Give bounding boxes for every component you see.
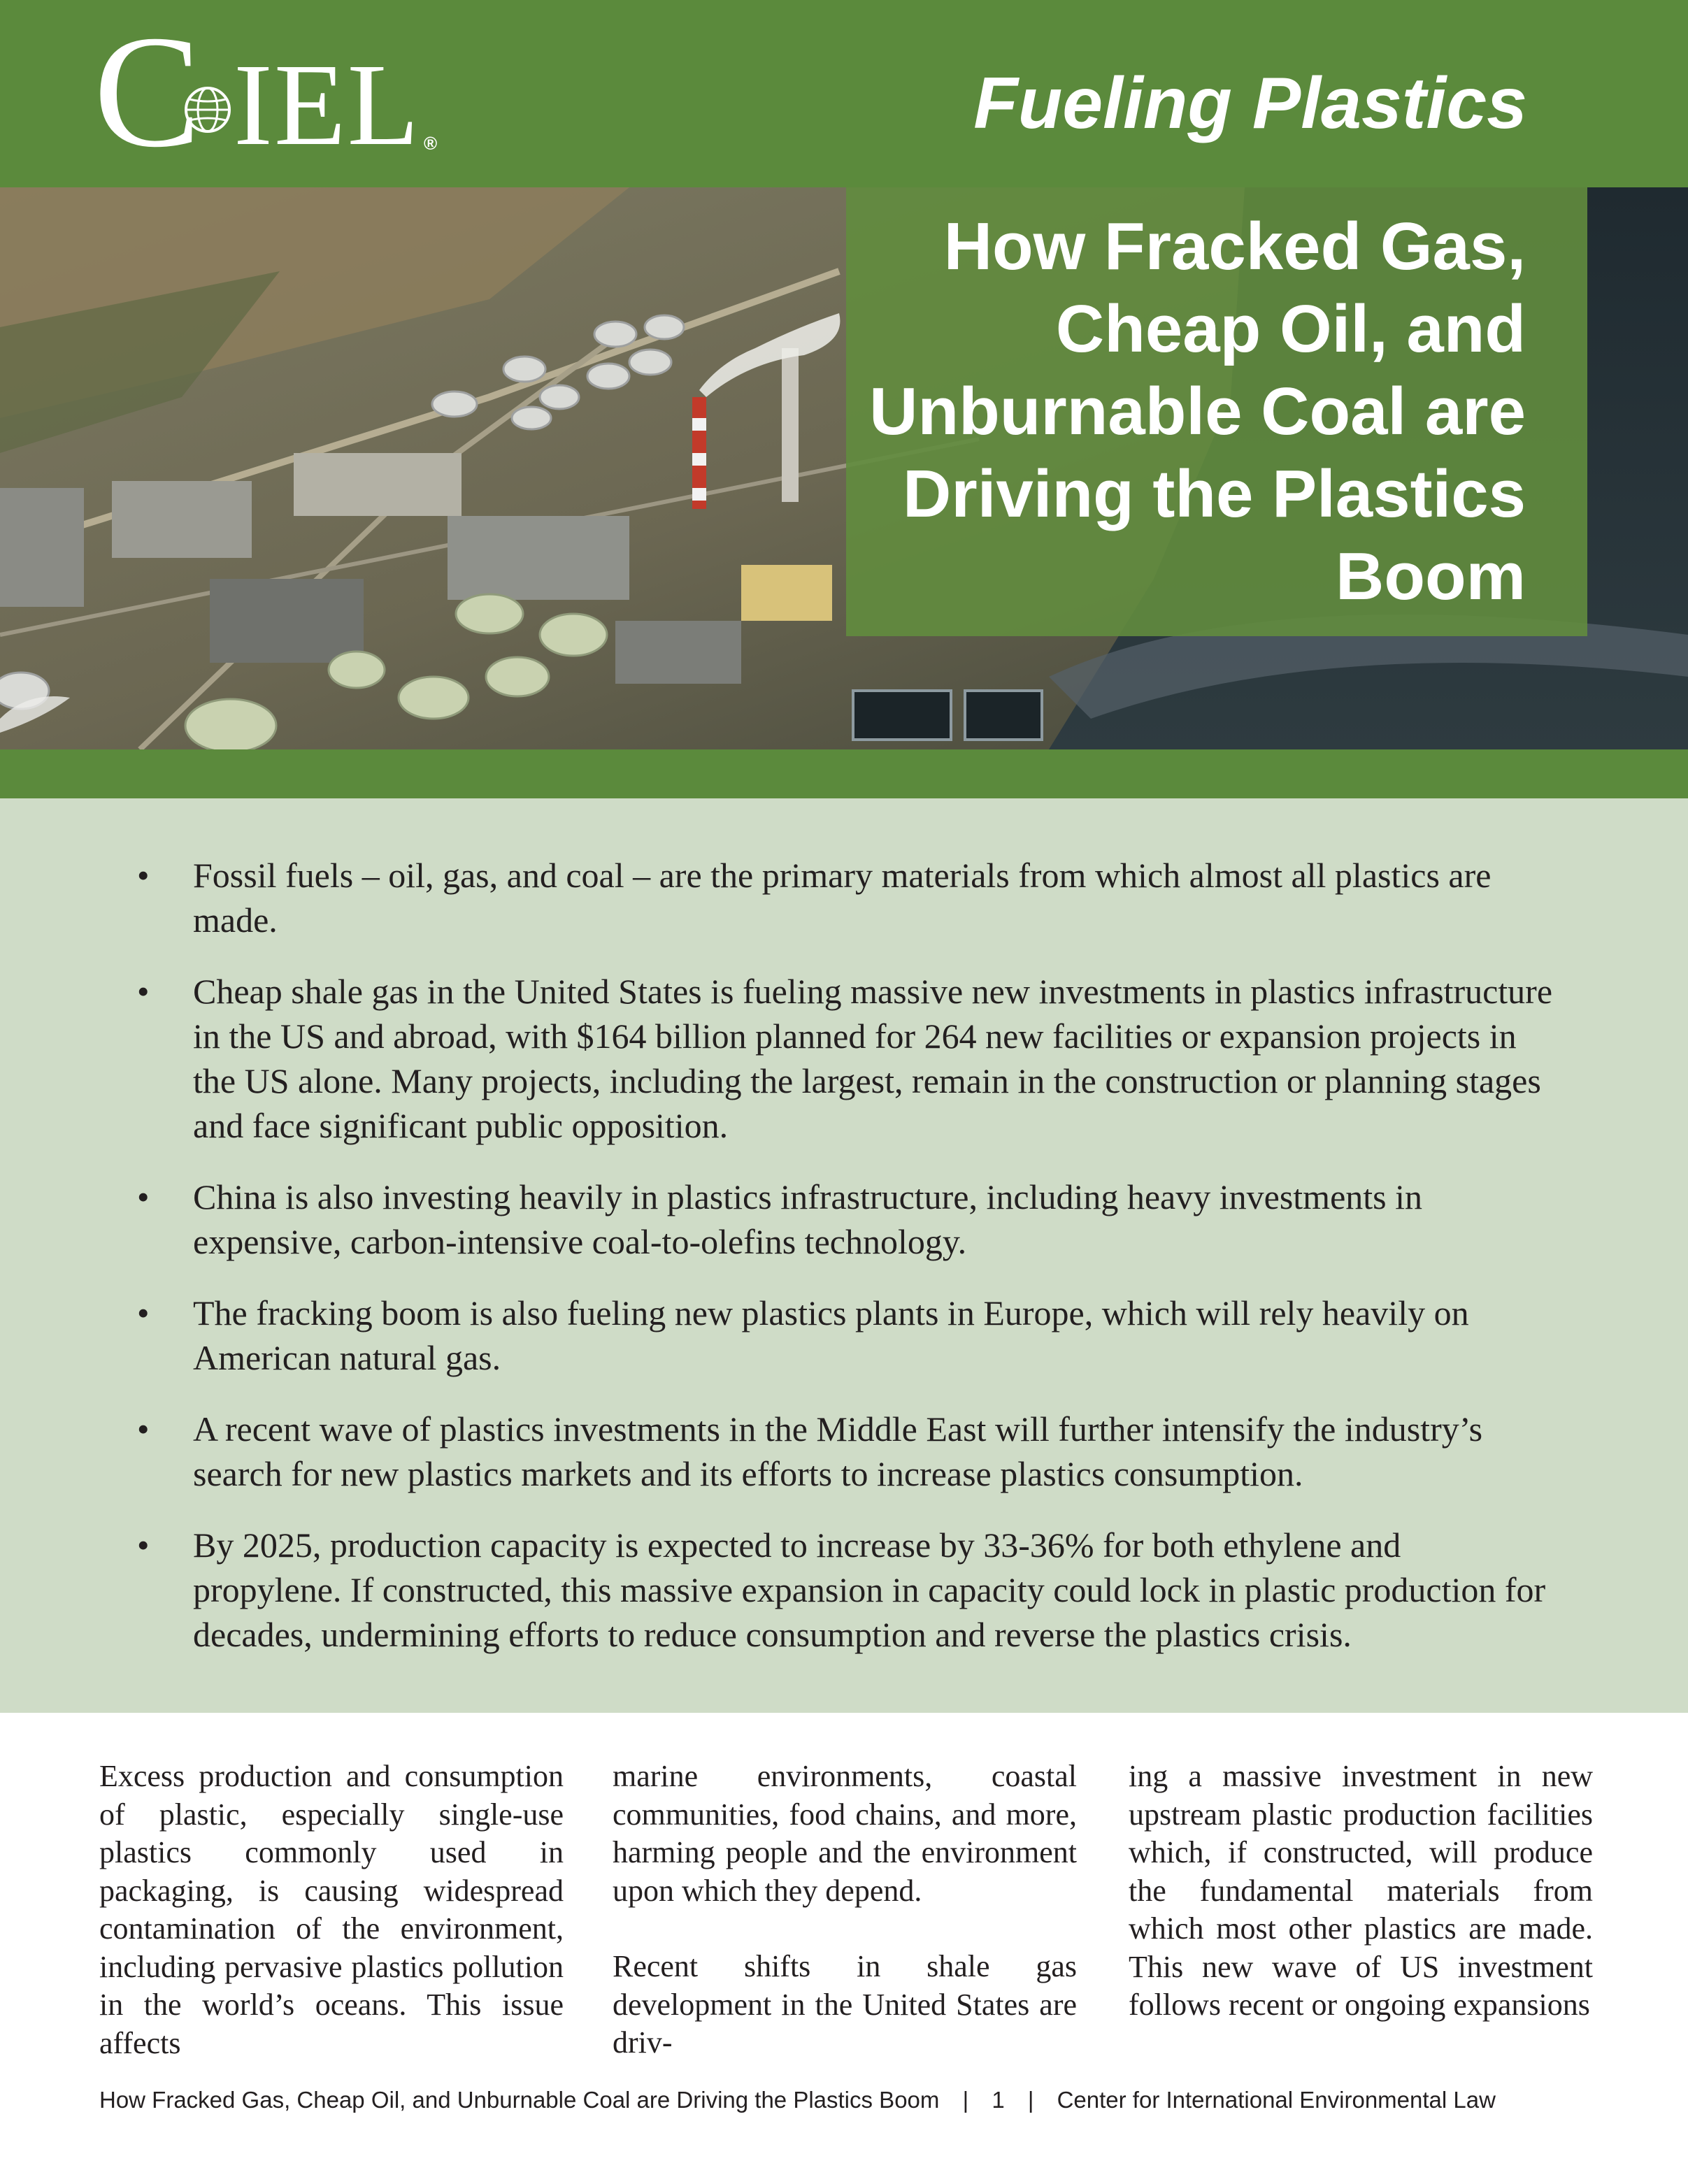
green-divider-strip bbox=[0, 749, 1688, 798]
key-point-text: By 2025, production capacity is expected to increase by 33-36% for both ethylene and propylene. If constructed, this massive expansion in capacity could lock in plastic production for decades, undermining efforts to reduce consumption and reverse the plastics crisis. bbox=[193, 1525, 1546, 1654]
key-point-item bbox=[137, 1291, 1557, 1380]
body-paragraph: Excess production and consumption of plastic, especially single-use plastics commonly used in packaging, is causing widespread contamination of the environment, including pervasive plastics pollution in the world’s oceans. This issue affects bbox=[99, 1759, 564, 2060]
series-title: Fueling Plastics bbox=[973, 63, 1527, 144]
header-band bbox=[0, 0, 1688, 187]
key-point-text: A recent wave of plastics investments in the Middle East will further intensify the industry’s search for new plastics markets and its efforts to increase plastics consumption. bbox=[193, 1409, 1483, 1493]
key-point-text: The fracking boom is also fueling new plastics plants in Europe, which will rely heavily on American natural gas. bbox=[193, 1293, 1469, 1377]
footer-separator: | bbox=[1027, 2087, 1034, 2113]
title-box bbox=[846, 187, 1587, 636]
page-footer bbox=[99, 2086, 1589, 2114]
footer-organization: Center for International Environmental Law bbox=[1057, 2087, 1496, 2113]
bullet-icon: • bbox=[137, 1409, 150, 1449]
bullet-icon: • bbox=[137, 1293, 150, 1332]
key-point-text: Fossil fuels – oil, gas, and coal – are the primary materials from which almost all plastics are made. bbox=[193, 856, 1492, 940]
body-column-3 bbox=[1129, 1758, 1593, 2025]
body-paragraph: Recent shifts in shale gas development in the United States are driv- bbox=[613, 1949, 1077, 2060]
logo-letter-c: C bbox=[94, 2, 201, 180]
bullet-icon: • bbox=[137, 1177, 150, 1216]
bullet-icon: • bbox=[137, 856, 150, 895]
footer-separator: | bbox=[962, 2087, 969, 2113]
body-column-2 bbox=[613, 1758, 1077, 2062]
registered-mark: ® bbox=[424, 133, 438, 154]
ciel-logo bbox=[94, 2, 457, 180]
key-point-text: China is also investing heavily in plastics infrastructure, including heavy investments in expensive, carbon-intensive coal-to-olefins technology. bbox=[193, 1177, 1423, 1261]
logo-letters-iel: IEL bbox=[234, 40, 421, 170]
body-column-1 bbox=[99, 1758, 564, 2062]
key-point-item bbox=[137, 1174, 1557, 1264]
key-point-item bbox=[137, 1523, 1557, 1657]
body-paragraph: marine environments, coastal communities, food chains, and more, harming people and the environment upon which they depend. bbox=[613, 1759, 1077, 1908]
key-point-item bbox=[137, 853, 1557, 942]
key-point-item bbox=[137, 969, 1557, 1148]
key-points-section bbox=[0, 798, 1688, 1713]
globe-icon bbox=[183, 85, 232, 134]
main-title: How Fracked Gas, Cheap Oil, and Unburnable Coal are Driving the Plastics Boom bbox=[869, 209, 1526, 614]
body-paragraph: ing a massive investment in new upstream plastic production facilities which, if constructed, will produce the fundamental materials from which most other plastics are made. This new wave of US investment follows recent or ongoing expansions bbox=[1129, 1759, 1593, 2022]
key-point-text: Cheap shale gas in the United States is fueling massive new investments in plastics infrastructure in the US and abroad, with $164 billion planned for 264 new facilities or expansion projects in the US alone. Many projects, including the largest, remain in the construction or planning stages and face significant public opposition. bbox=[193, 972, 1553, 1145]
bullet-icon: • bbox=[137, 1525, 150, 1565]
page-number: 1 bbox=[992, 2087, 1005, 2113]
footer-doc-title: How Fracked Gas, Cheap Oil, and Unburnable Coal are Driving the Plastics Boom bbox=[99, 2087, 940, 2113]
key-point-item bbox=[137, 1407, 1557, 1496]
bullet-icon: • bbox=[137, 972, 150, 1011]
key-points-list bbox=[137, 853, 1557, 1683]
